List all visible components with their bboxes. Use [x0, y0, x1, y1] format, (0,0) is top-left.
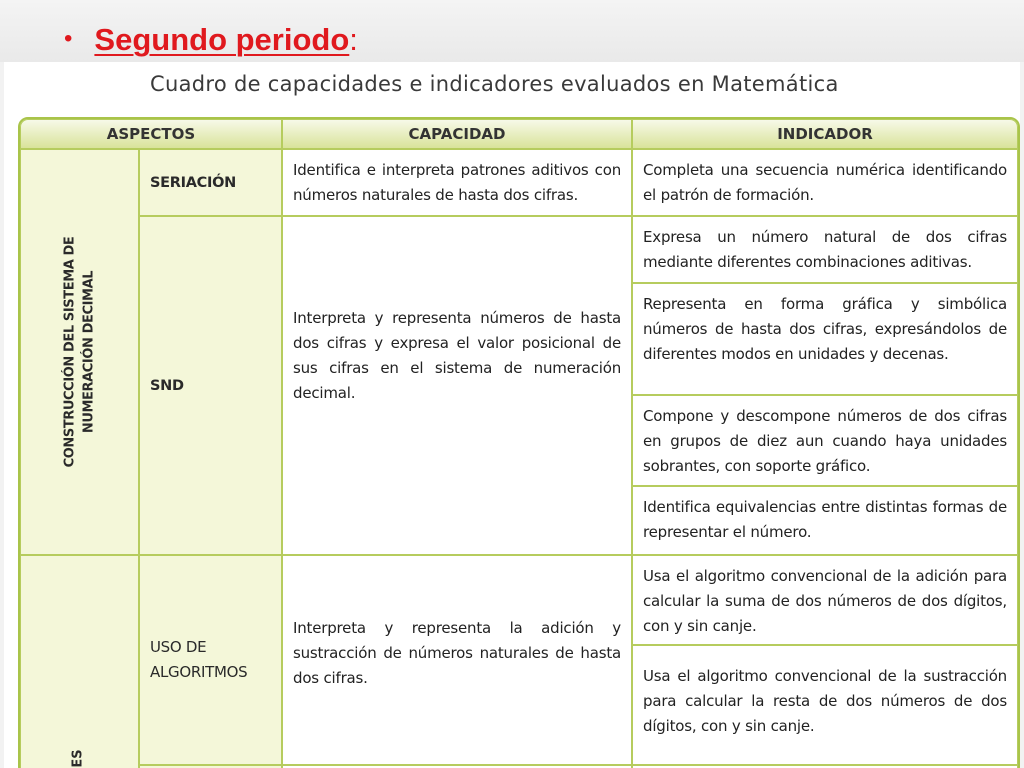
- indicator-snd-1: Expresa un número natural de dos cifras mediante diferentes combinaciones aditivas.: [632, 216, 1018, 283]
- indicator-seriacion: Completa una secuencia numérica identificando el patrón de formación.: [632, 149, 1018, 216]
- indicator-algoritmos-1: Usa el algoritmo convencional de la adición para calcular la suma de dos números de dos dígitos, con y sin canje.: [632, 555, 1018, 645]
- group-label-partial: ES: [70, 749, 86, 768]
- group-cell-construccion: [20, 149, 139, 555]
- heading-colon: :: [349, 22, 358, 57]
- aspect-seriacion: SERIACIÓN: [139, 149, 282, 216]
- aspect-snd: SND: [139, 216, 282, 555]
- group-label-line1: CONSTRUCCIÓN DEL SISTEMA DE: [62, 236, 78, 468]
- indicator-snd-4: Identifica equivalencias entre distintas formas de representar el número.: [632, 486, 1018, 555]
- indicator-snd-3: Compone y descompone números de dos cifras en grupos de diez aun cuando haya unidades sobrantes, con soporte gráfico.: [632, 395, 1018, 486]
- heading-text: Segundo periodo: [94, 22, 350, 57]
- aspect-algoritmos: [139, 555, 282, 765]
- slide-heading: [64, 22, 358, 58]
- column-header-capacidad: CAPACIDAD: [282, 119, 632, 149]
- group-label-line2: NUMERACIÓN DECIMAL: [81, 270, 97, 434]
- bullet-icon: •: [64, 25, 73, 52]
- capacity-table: [18, 117, 1020, 768]
- capacity-snd: Interpreta y representa números de hasta dos cifras y expresa el valor posicional de sus cifras en el sistema de numeración decimal.: [293, 308, 621, 402]
- group-cell-2: [20, 555, 139, 768]
- document-image: [4, 62, 1020, 768]
- capacity-seriacion: Identifica e interpreta patrones aditivos con números naturales de hasta dos cifras.: [282, 149, 632, 216]
- capacity-algoritmos: Interpreta y representa la adición y sustracción de números naturales de hasta dos cifras.: [293, 618, 621, 687]
- column-header-aspectos: ASPECTOS: [20, 119, 282, 149]
- capacity-snd-cell: [282, 216, 632, 555]
- document-title: Cuadro de capacidades e indicadores evaluados en Matemática: [150, 72, 839, 96]
- group-label-construccion: [61, 237, 99, 468]
- capacity-algoritmos-cell: [282, 555, 632, 765]
- indicator-snd-2: Representa en forma gráfica y simbólica números de hasta dos cifras, expresándolos de diferentes modos en unidades y decenas.: [632, 283, 1018, 395]
- column-header-indicador: INDICADOR: [632, 119, 1018, 149]
- indicator-algoritmos-2: Usa el algoritmo convencional de la sustracción para calcular la resta de dos números de dos dígitos, con y sin canje.: [632, 645, 1018, 765]
- aspect-algoritmos-line2: ALGORITMOS: [150, 663, 248, 681]
- aspect-algoritmos-line1: USO DE: [150, 638, 207, 656]
